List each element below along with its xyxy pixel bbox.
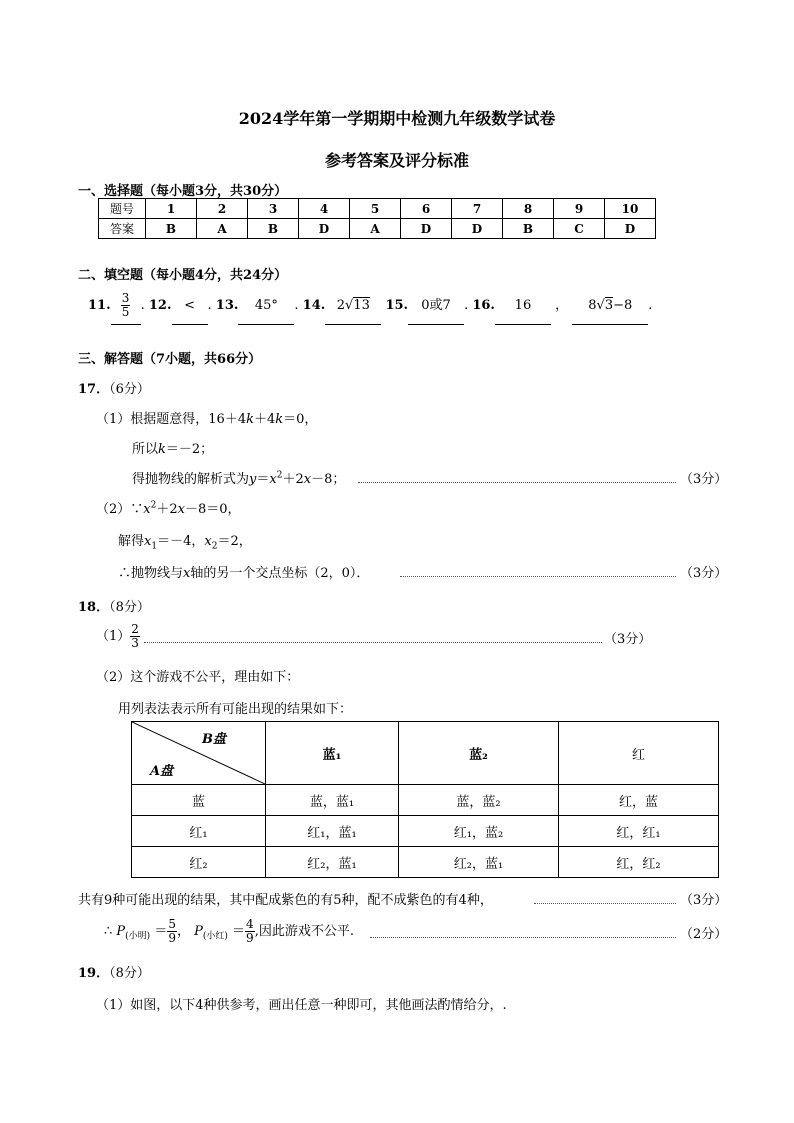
q12-blank [172,288,208,325]
table-cell: 9 [554,199,605,219]
table-cell: C [554,219,605,239]
q17-var-x: x [177,502,185,517]
q17-part1-line2 [132,438,213,457]
table-cell: 红₂，蓝₁ [399,847,559,878]
q17-p1-text-c: ＝0， [283,412,318,427]
q16-label: 16. [472,298,495,313]
q18-points: （8分） [109,600,150,615]
dotted-leader [400,576,676,577]
prob-symbol: P [116,924,126,939]
table-cell: 红₂，蓝₁ [266,847,399,878]
table-row-head: 蓝 [132,785,266,816]
q13-answer: 45° [254,298,278,313]
table-cell: D [605,219,656,239]
q17-var-x: x [143,502,151,517]
q13-blank [238,288,294,325]
q18-part2-sub: 用列表法表示所有可能出现的结果如下： [118,702,353,717]
q17-sub-1: 1 [151,541,158,552]
q13-label: 13. [215,298,239,313]
document-title: 2024学年第一学期期中检测九年级数学试卷 [238,109,556,128]
q12-label: 12. [148,298,172,313]
q15-label: 15. [385,298,409,313]
outcome-table [131,721,719,878]
prob-1-numerator: 5 [168,917,176,932]
table-row [132,847,719,878]
q17-part1-line3 [132,468,345,487]
q17-var-x: x [144,534,152,549]
q18-numerator: 2 [131,622,139,637]
q19-points: （8分） [109,966,150,981]
q17-part1-line1 [96,408,317,427]
table-header-cell: 答案 [99,219,146,239]
table-cell: B [146,219,197,239]
table-cell: B [248,219,299,239]
corner-label-a: A盘 [150,764,174,779]
table-cell: 3 [248,199,299,219]
table-row [132,722,719,785]
table-cell: 蓝，蓝₁ [266,785,399,816]
q18-label: 18． [78,600,110,615]
q19-header [78,962,150,981]
dotted-leader [358,482,676,483]
q18-score-3: （2分） [680,927,728,942]
table-header-cell: 蓝₂ [399,722,559,785]
q18-score-2: （3分） [680,893,728,908]
section-1-heading: 一、选择题（每小题3分，共30分） [78,184,288,199]
table-row [99,219,656,239]
table-header-cell: 题号 [99,199,146,219]
table-cell: A [350,219,401,239]
q17-exp-2: 2 [150,500,157,511]
q14-blank: 2√13 [325,288,381,325]
q18-header [78,596,150,615]
q17-exp-2: 2 [276,470,283,481]
table-cell: D [299,219,350,239]
q12-answer: < [184,298,195,313]
q18-p1-label: （1） [96,629,131,644]
q17-label: 17． [78,382,110,397]
q17-p2-text-c: －8＝0， [184,502,241,517]
q17-l5-text-a: 解得 [118,534,145,549]
table-cell: 1 [146,199,197,219]
q17-l6-text-a: ∴抛物线与 [118,566,184,581]
q17-score-2: （3分） [680,566,728,581]
q17-var-x: x [303,472,312,487]
prob-2-numerator: 4 [246,917,254,932]
document-subtitle: 参考答案及评分标准 [324,151,469,170]
q18-part1 [96,620,140,654]
table-cell: D [401,219,452,239]
q14-label: 14. [302,298,326,313]
fill-in-answers-line: 11. $\frac{3}{5}$ . 12. < . 13. 45° . 14. 2√13 15. 0或7 . 16. 16 ， 8√3−8 . [88,288,652,324]
prob-fraction-1 [167,918,177,944]
q17-l5-text-b: ＝－4， [157,534,205,549]
q17-l6-text-b: 轴的另一个交点坐标（2，0）． [190,566,370,581]
q16-tail: −8 [613,298,633,313]
table-row [132,785,719,816]
q17-l3-text-a: 得抛物线的解析式为 [132,472,250,487]
q19-part1: （1）如图，以下4种供参考，画出任意一种即可，其他画法酌情给分，. [96,998,507,1013]
table-header-cell: 蓝₁ [266,722,399,785]
table-row [132,816,719,847]
table-cell: 4 [299,199,350,219]
dotted-leader [370,937,676,938]
table-cell: 7 [452,199,503,219]
table-cell: 红₁，蓝₁ [266,816,399,847]
q18-denominator: 3 [131,636,139,650]
q11-label: 11. [88,298,111,313]
q11-denominator: 5 [121,305,130,319]
q17-var-k: k [246,412,254,427]
table-cell: B [503,219,554,239]
table-header-cell: 红 [559,722,719,785]
q17-l3-text-d: －8； [311,472,346,487]
table-cell: 红，红₁ [559,816,719,847]
prob-fraction-2 [245,918,255,944]
table-row-head: 红₁ [132,816,266,847]
q17-sub-2: 2 [211,541,218,552]
q17-score-1: （3分） [680,472,728,487]
prob-sub-1: (小明) [125,931,151,942]
q17-l3-eq: ＝ [256,472,270,487]
q18-probability-line: ∴ $P_{(小明)}$ ＝ $\frac{5}{9}$ ， $P_{(小红)}$ ＝ $\frac{4}{9}$ ,因此游戏不公平. [104,917,354,945]
table-cell: 2 [197,199,248,219]
q17-var-x: x [269,472,277,487]
q17-var-y: y [249,472,257,487]
q19-label: 19． [78,966,110,981]
table-cell: 红₁，蓝₂ [399,816,559,847]
q17-p1-text-a: （1）根据题意得，16＋4 [96,412,247,427]
q15-blank [408,288,464,325]
table-cell: D [452,219,503,239]
q17-var-k: k [158,442,166,457]
table-cell: 红，红₂ [559,847,719,878]
dotted-leader [144,642,602,643]
q11-fraction [121,292,131,318]
prob-2-denominator: 9 [246,931,254,945]
table-row-head: 红₂ [132,847,266,878]
table-cell: 8 [503,199,554,219]
choice-answer-table [98,198,656,239]
q16-blank-2: 8√3−8 [572,288,648,325]
q16-radicand: 3 [604,298,614,313]
table-cell: 10 [605,199,656,219]
prob-1-denominator: 9 [168,931,176,945]
q17-part2-line2 [118,530,252,552]
section-2-heading: 二、填空题（每小题4分，共24分） [78,268,288,283]
q15-answer: 0或7 [421,298,451,313]
q18-part2: （2）这个游戏不公平，理由如下： [96,670,300,685]
q17-var-x: x [183,566,191,581]
q17-var-k: k [275,412,284,427]
q17-var-x: x [204,534,212,549]
table-corner-cell [132,722,266,785]
q17-header [78,378,150,397]
q17-part2-line3 [118,562,369,581]
q16-coefficient: 8 [588,298,597,313]
q18-conclusion: ,因此游戏不公平. [254,924,354,939]
q14-radicand: 13 [353,298,370,313]
prob-sub-2: (小红) [202,931,228,942]
q17-l2-text-a: 所以 [132,442,159,457]
q18-score-1: （3分） [604,632,652,647]
q17-p1-text-b: ＋4 [253,412,276,427]
q16-separator: ， [555,298,569,313]
table-cell: 红，蓝 [559,785,719,816]
q17-l2-text-b: ＝－2； [165,442,214,457]
q16-answer-1: 16 [514,298,532,313]
q17-p2-text-b: ＋2 [156,502,178,517]
corner-label-b: B盘 [202,732,226,747]
prob-symbol: P [194,924,203,939]
table-cell: 5 [350,199,401,219]
q16-blank-1 [495,288,551,325]
table-row [99,199,656,219]
q17-points: （6分） [109,382,150,397]
q17-part2-line1 [96,498,241,517]
table-cell: A [197,219,248,239]
q11-numerator: 3 [121,291,130,306]
q17-l3-text-c: ＋2 [282,472,304,487]
table-cell: 6 [401,199,452,219]
dotted-leader [534,903,676,904]
q17-l5-text-c: ＝2， [217,534,252,549]
q11-blank [111,288,141,325]
table-cell: 蓝，蓝₂ [399,785,559,816]
q18-summary: 共有9种可能出现的结果，其中配成紫色的有5种，配不成紫色的有4种， [78,893,493,908]
q18-fraction [130,623,140,649]
section-3-heading: 三、解答题（7小题，共66分） [78,352,262,367]
therefore-symbol: ∴ [104,924,113,939]
q14-coefficient: 2 [336,298,346,313]
q17-p2-text-a: （2）∵ [96,502,144,517]
